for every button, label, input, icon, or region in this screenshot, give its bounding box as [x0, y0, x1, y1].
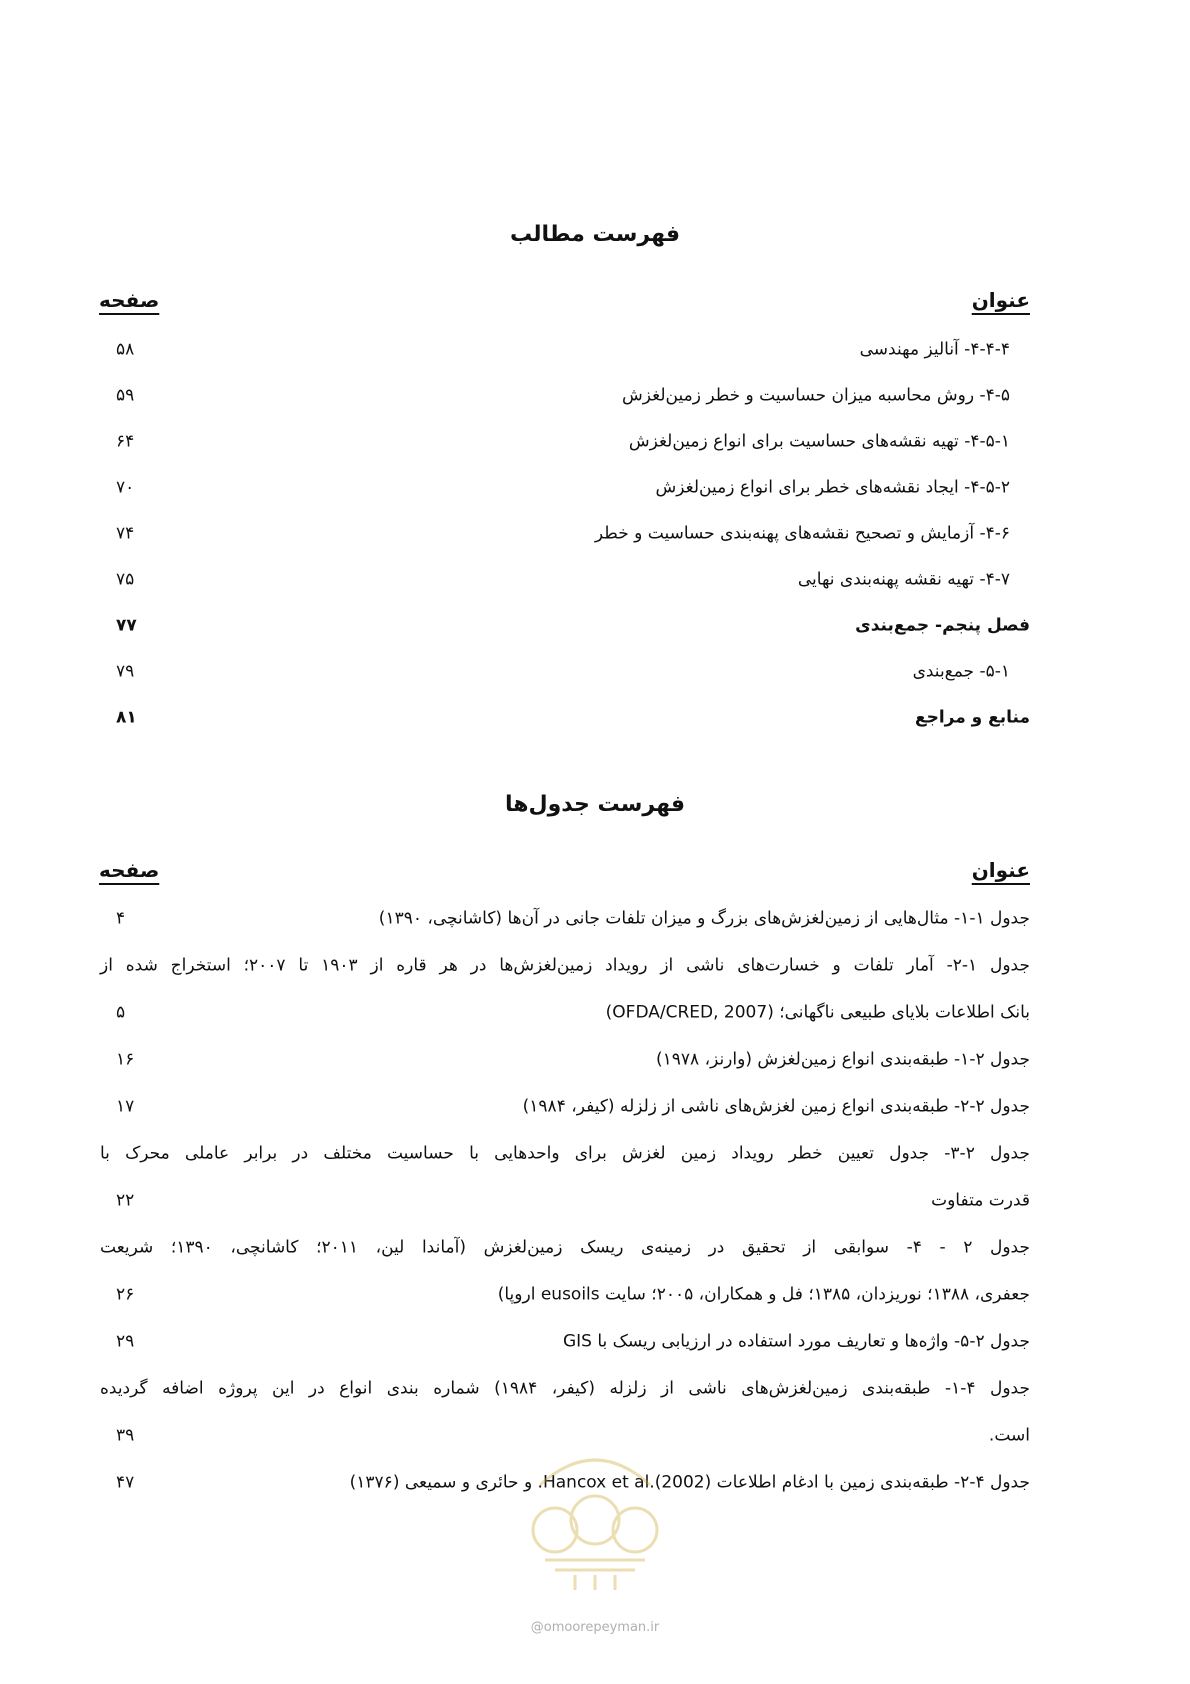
table-entry-page: ۲۲	[116, 1190, 135, 1210]
toc-entry[interactable]	[100, 327, 1030, 373]
table-entry-page: ۵	[116, 1002, 126, 1022]
toc-entry[interactable]	[100, 419, 1030, 465]
toc-entry[interactable]	[100, 649, 1030, 695]
table-entry-label: جدول ۴-۱- طبقه‌بندی زمین‌لغزش‌های ناشی از زلزله (کیفر، ۱۹۸۴) شماره بندی انواع در این پروژه اضافه گردیده	[100, 1378, 1030, 1398]
table-entry-label: قدرت متفاوت	[931, 1190, 1030, 1210]
table-entry-page: ۱۶	[116, 1049, 135, 1069]
table-entry-label: بانک اطلاعات بلایای طبیعی ناگهانی؛ (OFDA/CRED, 2007)	[605, 1002, 1030, 1022]
table-entry-continuation[interactable]	[100, 989, 1030, 1036]
table-entry[interactable]	[100, 1083, 1030, 1130]
watermark-site: @omoorepeyman.ir	[530, 1620, 660, 1635]
toc-entry-label: ۴-۵-۱- تهیه نقشه‌های حساسیت برای انواع زمین‌لغزش	[628, 431, 1010, 452]
table-entry[interactable]	[100, 1036, 1030, 1083]
table-entry-label: جدول ۲-۱- طبقه‌بندی انواع زمین‌لغزش (وارنز، ۱۹۷۸)	[656, 1049, 1030, 1069]
table-entry[interactable]	[100, 1365, 1030, 1412]
toc-chapter-entry[interactable]	[100, 695, 1030, 741]
toc-entry-label: ۴-۶- آزمایش و تصحیح نقشه‌های پهنه‌بندی حساسیت و خطر	[594, 523, 1010, 544]
table-entry-page: ۱۷	[116, 1096, 135, 1116]
table-entry[interactable]	[100, 1318, 1030, 1365]
toc-entry-label: منابع و مراجع	[914, 707, 1030, 728]
table-entry-page: ۴۷	[116, 1472, 135, 1492]
watermark-seal-icon	[500, 1425, 690, 1595]
tables-col-page: صفحه	[99, 858, 160, 882]
table-entry-label: جدول ۴-۲- طبقه‌بندی زمین با ادغام اطلاعات Hancox et al.(2002). و حائری و سمیعی (۱۳۷۶)	[349, 1472, 1030, 1492]
toc-entry-page: ۶۴	[116, 431, 135, 452]
table-entry-page: ۲۹	[116, 1331, 135, 1351]
toc-chapter-entry[interactable]	[100, 603, 1030, 649]
table-entry[interactable]	[100, 895, 1030, 942]
toc-list	[100, 327, 1030, 741]
toc-entry[interactable]	[100, 373, 1030, 419]
table-entry[interactable]	[100, 1130, 1030, 1177]
table-entry-page: ۴	[116, 908, 126, 928]
toc-entry[interactable]	[100, 465, 1030, 511]
toc-entry-label: ۴-۵- روش محاسبه میزان حساسیت و خطر زمین‌لغزش	[622, 385, 1010, 406]
toc-entry-page: ۵۸	[116, 339, 135, 360]
table-entry-label: جدول ۱-۱- مثال‌هایی از زمین‌لغزش‌های بزرگ و میزان تلفات جانی در آن‌ها (کاشانچی، ۱۳۹۰)	[378, 908, 1030, 928]
toc-entry-label: فصل پنجم- جمع‌بندی	[855, 615, 1030, 636]
toc-entry-page: ۷۵	[116, 569, 135, 590]
table-entry-label: جدول ۲ - ۴- سوابقی از تحقیق در زمینه‌ی ریسک زمین‌لغزش (آماندا لین، ۲۰۱۱؛ کاشانچی، ۱۳۹۰؛ شریعت	[100, 1237, 1030, 1257]
toc-entry-page: ۷۷	[116, 615, 137, 636]
table-entry-continuation[interactable]	[100, 1271, 1030, 1318]
tables-col-title: عنوان	[971, 858, 1030, 882]
toc-entry-page: ۷۹	[116, 661, 135, 682]
table-entry-label: جدول ۲-۳- جدول تعیین خطر رویداد زمین لغزش برای واحدهایی با حساسیت مختلف در برابر عاملی محرک با	[100, 1143, 1030, 1163]
toc-entry-page: ۸۱	[116, 707, 137, 728]
toc-title: فهرست مطالب	[509, 222, 681, 247]
table-entry-label: جدول ۱-۲- آمار تلفات و خسارت‌های ناشی از رویداد زمین‌لغزش‌ها در هر قاره از ۱۹۰۳ تا ۲۰۰۷؛ استخراج شده از	[100, 955, 1030, 975]
toc-col-page: صفحه	[99, 288, 160, 312]
toc-entry-label: ۴-۴-۴- آنالیز مهندسی	[859, 339, 1010, 360]
table-entry-label: است.	[988, 1425, 1030, 1445]
toc-entry[interactable]	[100, 557, 1030, 603]
toc-entry[interactable]	[100, 511, 1030, 557]
table-entry-page: ۳۹	[116, 1425, 135, 1445]
table-entry-label: جدول ۲-۲- طبقه‌بندی انواع زمین لغزش‌های ناشی از زلزله (کیفر، ۱۹۸۴)	[522, 1096, 1030, 1116]
tables-title: فهرست جدول‌ها	[504, 792, 686, 817]
toc-col-title: عنوان	[971, 288, 1030, 312]
table-entry[interactable]	[100, 942, 1030, 989]
table-entry-label: جدول ۲-۵- واژه‌ها و تعاریف مورد استفاده در ارزیابی ریسک با GIS	[562, 1331, 1030, 1351]
toc-entry-label: ۴-۵-۲- ایجاد نقشه‌های خطر برای انواع زمین‌لغزش	[655, 477, 1010, 498]
toc-entry-label: ۵-۱- جمع‌بندی	[912, 661, 1010, 682]
table-entry[interactable]	[100, 1224, 1030, 1271]
table-entry-continuation[interactable]	[100, 1177, 1030, 1224]
toc-entry-page: ۵۹	[116, 385, 135, 406]
table-entry-page: ۲۶	[116, 1284, 135, 1304]
tables-list	[100, 895, 1030, 1506]
toc-entry-page: ۷۰	[116, 477, 135, 498]
toc-entry-label: ۴-۷- تهیه نقشه پهنه‌بندی نهایی	[797, 569, 1010, 590]
toc-entry-page: ۷۴	[116, 523, 135, 544]
table-entry-label: جعفری، ۱۳۸۸؛ نوریزدان، ۱۳۸۵؛ فل و همکاران، ۲۰۰۵؛ سایت eusoils اروپا)	[497, 1284, 1030, 1304]
